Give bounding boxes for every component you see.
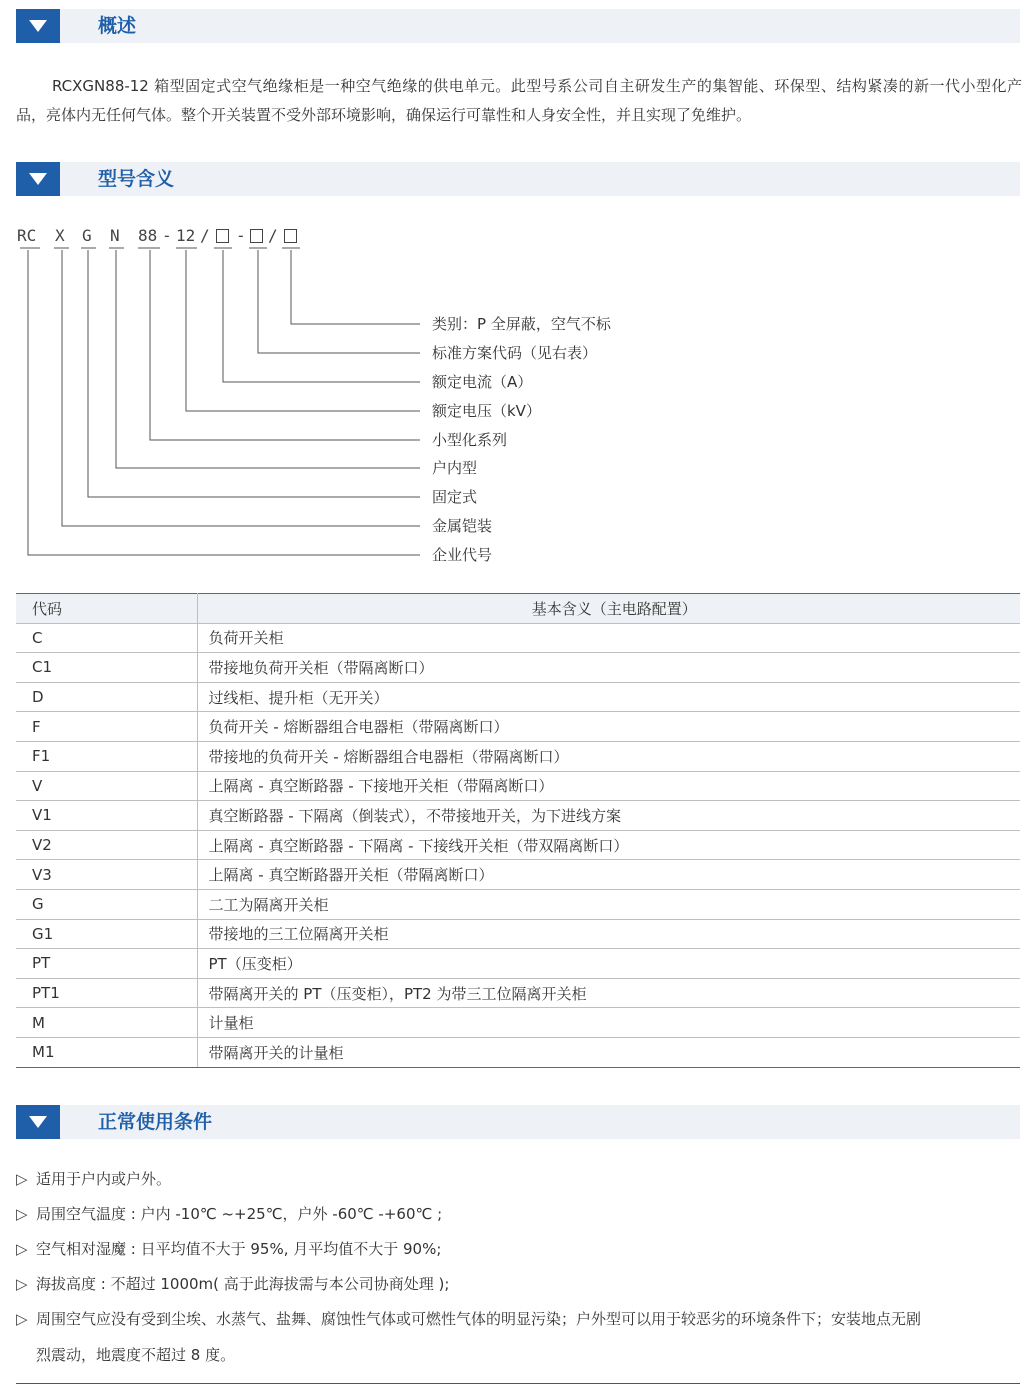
triangle-down-icon (16, 1105, 60, 1139)
leader-line-current (223, 250, 420, 382)
bullet-triangle-icon: ▷ (16, 1240, 28, 1258)
table-cell-meaning: 二工为隔离开关柜 (197, 889, 1020, 919)
legend-indoor: 户内型 (432, 459, 478, 477)
table-cell-meaning: 带接地的负荷开关 - 熔断器组合电器柜（带隔离断口） (197, 741, 1020, 771)
code-table (16, 593, 1020, 1068)
model-code-12: 12 (176, 226, 196, 245)
leader-line-category (291, 250, 420, 324)
table-cell-code: F (16, 712, 197, 742)
leader-line-indoor (116, 250, 420, 468)
leader-line-voltage (186, 250, 420, 411)
table-cell-code: V2 (16, 830, 197, 860)
model-code-diagram (0, 0, 1032, 600)
table-cell-meaning: 带接地的三工位隔离开关柜 (197, 919, 1020, 949)
legend-armored: 金属铠装 (432, 517, 493, 535)
condition-text: 海拔高度 : 不超过 1000m( 高于此海拔需与本公司协商处理 ); (36, 1275, 450, 1293)
legend-voltage: 额定电压（kV） (432, 402, 541, 420)
condition-text: 空气相对湿魔 : 日平均值不大于 95%, 月平均值不大于 90%; (36, 1240, 442, 1258)
table-cell-meaning: 上隔离 - 真空断路器 - 下接地开关柜（带隔离断口） (197, 771, 1020, 801)
table-row (16, 889, 1020, 919)
table-cell-code: F1 (16, 741, 197, 771)
table-row (16, 801, 1020, 831)
table-row (16, 1008, 1020, 1038)
table-cell-meaning: 上隔离 - 真空断路器 - 下隔离 - 下接线开关柜（带双隔离断口） (197, 830, 1020, 860)
bottom-divider (16, 1383, 1020, 1384)
model-code-dash: - (236, 226, 246, 245)
condition-item (16, 1309, 1022, 1329)
table-cell-code: PT (16, 949, 197, 979)
table-cell-meaning: 负荷开关柜 (197, 623, 1020, 653)
table-row (16, 682, 1020, 712)
table-cell-meaning: PT（压变柜） (197, 949, 1020, 979)
bullet-triangle-icon: ▷ (16, 1170, 28, 1188)
condition-item (16, 1274, 1022, 1294)
table-header-meaning: 基本含义（主电路配置） (197, 594, 1020, 624)
table-header-row (16, 594, 1020, 624)
condition-item-continued (16, 1345, 1022, 1365)
table-cell-code: C1 (16, 653, 197, 683)
model-code-slash: / (200, 226, 210, 245)
legend-scheme: 标准方案代码（见右表） (432, 344, 598, 362)
condition-text: 周围空气应没有受到尘埃、水蒸气、盐舞、腐蚀性气体或可燃性气体的明显污染；户外型可以用于较恶劣的环境条件下；安装地点无剧 (36, 1310, 922, 1328)
table-cell-code: C (16, 623, 197, 653)
condition-item (16, 1239, 1022, 1259)
table-cell-meaning: 负荷开关 - 熔断器组合电器柜（带隔离断口） (197, 712, 1020, 742)
table-cell-meaning: 上隔离 - 真空断路器开关柜（带隔离断口） (197, 860, 1020, 890)
condition-item (16, 1169, 1022, 1189)
table-cell-code: V1 (16, 801, 197, 831)
leader-line-scheme (258, 250, 420, 353)
table-cell-meaning: 带接地负荷开关柜（带隔离断口） (197, 653, 1020, 683)
model-code-88: 88 (138, 226, 158, 245)
condition-item (16, 1204, 1022, 1224)
table-row (16, 949, 1020, 979)
table-cell-meaning: 计量柜 (197, 1008, 1020, 1038)
bullet-triangle-icon: ▷ (16, 1310, 28, 1328)
leader-line-fixed (88, 250, 420, 497)
leader-line-company (28, 250, 420, 555)
table-cell-code: V3 (16, 860, 197, 890)
table-row (16, 741, 1020, 771)
table-cell-code: D (16, 682, 197, 712)
legend-fixed: 固定式 (432, 488, 478, 506)
section-title: 正常使用条件 (98, 1111, 213, 1133)
table-row (16, 830, 1020, 860)
section-title: 概述 (98, 15, 137, 37)
table-row (16, 860, 1020, 890)
condition-text: 适用于户内或户外。 (36, 1170, 172, 1188)
bullet-triangle-icon: ▷ (16, 1205, 28, 1223)
table-row (16, 978, 1020, 1008)
table-cell-meaning: 带隔离开关的 PT（压变柜），PT2 为带三工位隔离开关柜 (197, 978, 1020, 1008)
table-cell-code: V (16, 771, 197, 801)
model-code-x: X (55, 226, 65, 245)
table-row (16, 712, 1020, 742)
model-code-g: G (82, 226, 92, 245)
legend-company: 企业代号 (432, 546, 493, 564)
table-row (16, 771, 1020, 801)
table-cell-meaning: 真空断路器 - 下隔离（倒装式），不带接地开关，为下进线方案 (197, 801, 1020, 831)
table-row (16, 623, 1020, 653)
table-cell-meaning: 带隔离开关的计量柜 (197, 1037, 1020, 1067)
legend-current: 额定电流（A） (432, 373, 533, 391)
condition-text: 烈震动，地震度不超过 8 度。 (36, 1346, 236, 1364)
table-cell-code: G1 (16, 919, 197, 949)
table-row (16, 1037, 1020, 1067)
bullet-triangle-icon: ▷ (16, 1275, 28, 1293)
table-cell-code: PT1 (16, 978, 197, 1008)
table-header-code: 代码 (16, 594, 197, 624)
section-title: 型号含义 (98, 168, 175, 190)
model-code-slash: / (268, 226, 278, 245)
table-row (16, 653, 1020, 683)
table-row (16, 919, 1020, 949)
table-cell-code: M (16, 1008, 197, 1038)
section-header-conditions (16, 1105, 1020, 1139)
model-code-n: N (110, 226, 120, 245)
legend-category: 类别：P 全屏蔽，空气不标 (432, 315, 611, 333)
table-cell-code: M1 (16, 1037, 197, 1067)
intro-paragraph: RCXGN88-12 箱型固定式空气绝缘柜是一种空气绝缘的供电单元。此型号系公司自主研发生产的集智能、环保型、结构紧凑的新一代小型化产品，亮体内无任何气体。整个开关装置不受外部环境影响，确保运行可靠性和人身安全性，并且实现了免维护。 (16, 77, 1022, 124)
table-cell-code: G (16, 889, 197, 919)
model-code-rc: RC (17, 226, 37, 245)
table-cell-meaning: 过线柜、提升柜（无开关） (197, 682, 1020, 712)
legend-series: 小型化系列 (432, 431, 508, 449)
model-code-dash: - (162, 226, 172, 245)
condition-text: 局围空气温度 : 户内 -10℃ ~+25℃，户外 -60℃ -+60℃ ; (36, 1205, 443, 1223)
